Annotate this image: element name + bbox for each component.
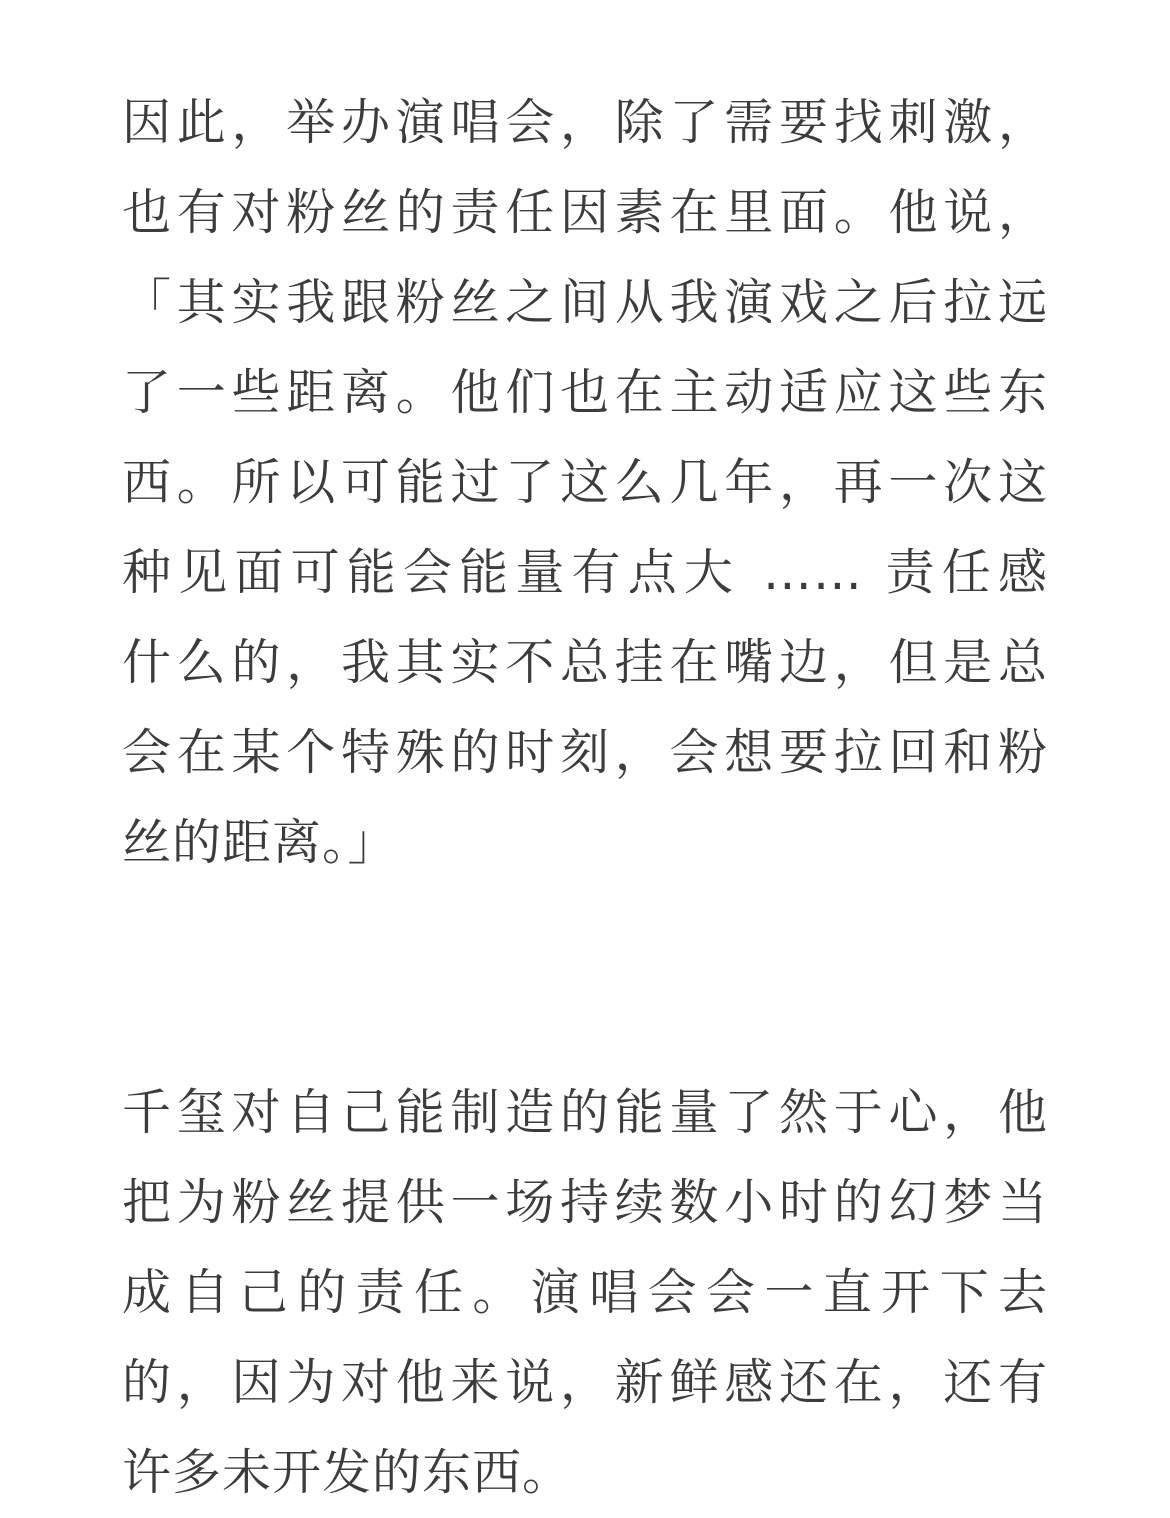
text-line: 西。所以可能过了这么几年，再一次这 — [122, 454, 1048, 511]
text-line: 丝的距离。」 — [122, 814, 398, 871]
paragraph-spacer — [122, 888, 1048, 1068]
text-line: 了一些距离。他们也在主动适应这些东 — [122, 364, 1048, 421]
text-line: 因此，举办演唱会，除了需要找刺激， — [122, 94, 1048, 151]
text-line: 会在某个特殊的时刻，会想要拉回和粉 — [122, 724, 1048, 781]
text-line: 什么的，我其实不总挂在嘴边，但是总 — [122, 634, 1048, 691]
paragraph-conclusion — [122, 1068, 1048, 1518]
text-line: 许多未开发的东西。 — [122, 1444, 573, 1501]
text-line: 种见面可能会能量有点大 …… 责任感 — [122, 544, 1048, 601]
text-line: 把为粉丝提供一场持续数小时的幻梦当 — [122, 1174, 1048, 1231]
text-line: 成自己的责任。演唱会会一直开下去 — [122, 1264, 1048, 1321]
paragraph-quote — [122, 78, 1048, 888]
text-line: 也有对粉丝的责任因素在里面。他说， — [122, 184, 1048, 241]
text-line: 「其实我跟粉丝之间从我演戏之后拉远 — [122, 274, 1048, 331]
text-line: 千玺对自己能制造的能量了然于心，他 — [122, 1084, 1048, 1141]
article-body — [122, 78, 1048, 1518]
text-line: 的，因为对他来说，新鲜感还在，还有 — [122, 1354, 1048, 1411]
